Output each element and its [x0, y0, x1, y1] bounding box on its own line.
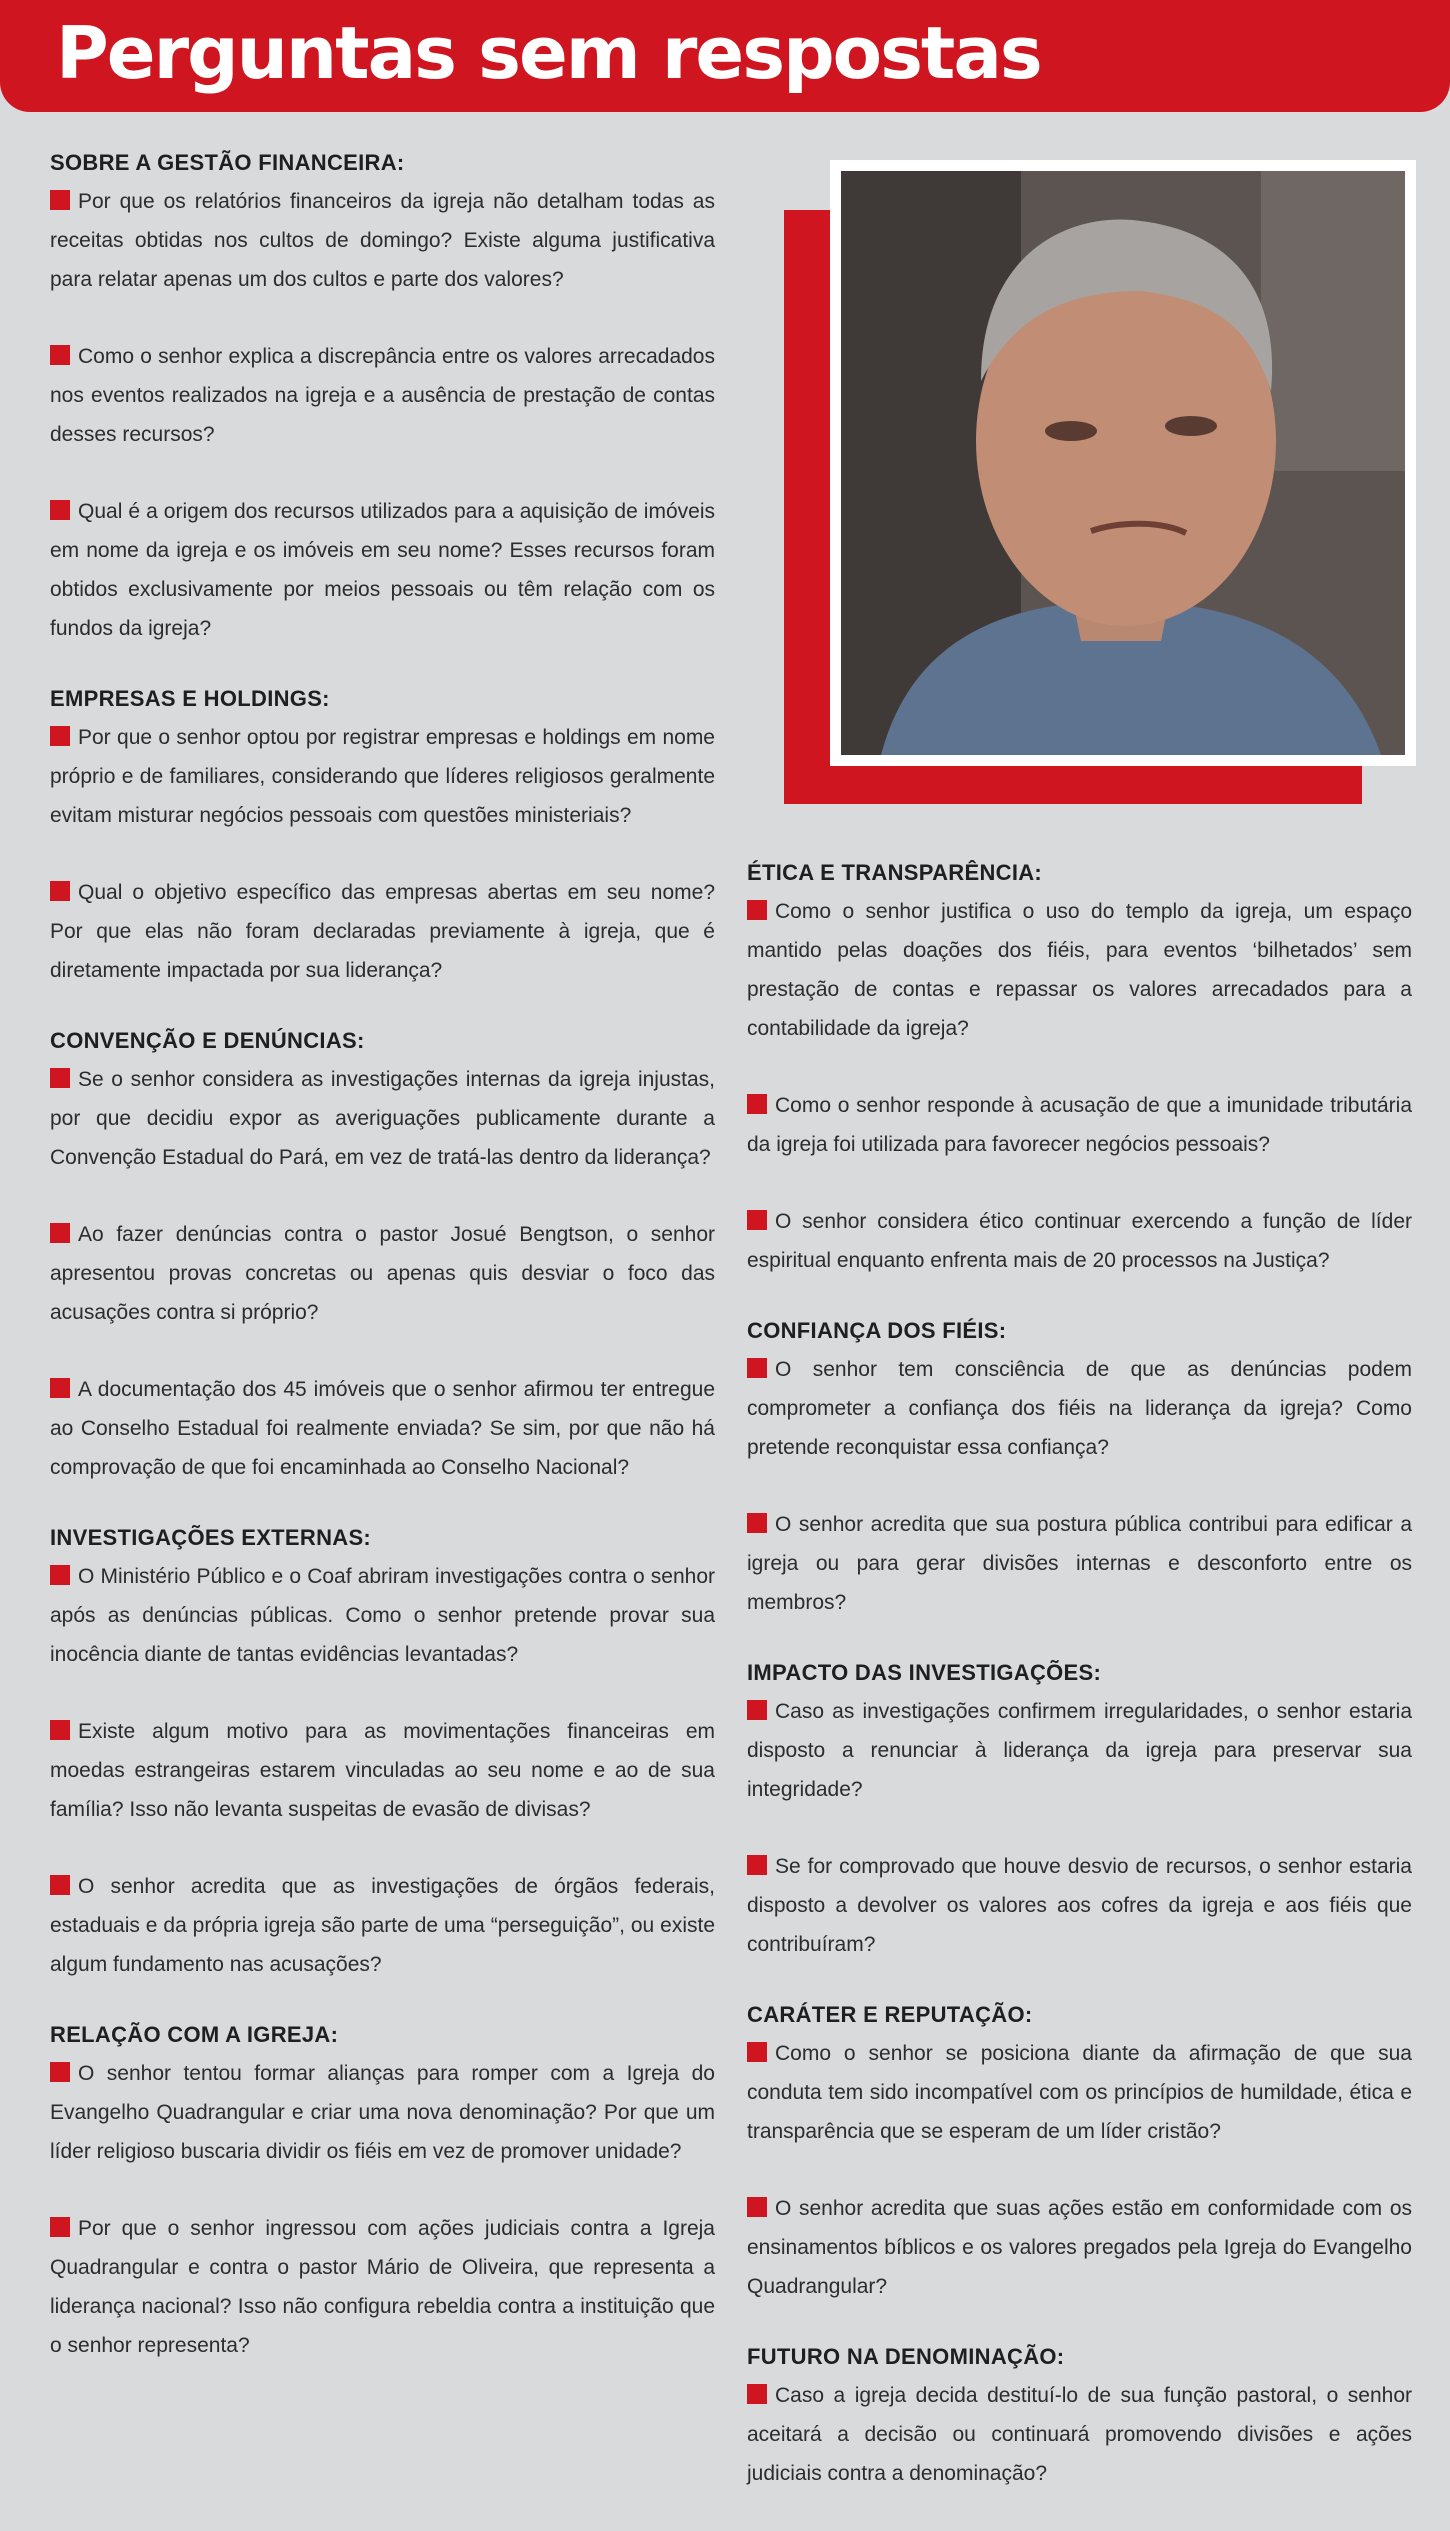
- question-text: O senhor considera ético continuar exercendo a função de líder espiritual enquanto enfrenta mais de 20 processos na Justiça?: [747, 1210, 1412, 1272]
- question-item: [747, 2376, 1412, 2493]
- red-square-bullet-icon: [747, 1700, 767, 1720]
- question-text: O senhor tentou formar alianças para romper com a Igreja do Evangelho Quadrangular e criar uma nova denominação? Por que um líder religioso buscaria dividir os fiéis em vez de promover unidade?: [50, 2062, 715, 2163]
- question-item: [50, 2209, 715, 2365]
- question-item: [50, 1712, 715, 1829]
- red-square-bullet-icon: [50, 881, 70, 901]
- question-item: [50, 1867, 715, 1984]
- section-title: INVESTIGAÇÕES EXTERNAS:: [50, 1525, 372, 1550]
- question-item: [50, 1557, 715, 1674]
- question-text: O senhor acredita que suas ações estão em conformidade com os ensinamentos bíblicos e os valores pregados pela Igreja do Evangelho Quadrangular?: [747, 2197, 1412, 2298]
- section-title: EMPRESAS E HOLDINGS:: [50, 686, 330, 711]
- question-section: [747, 2002, 1412, 2306]
- question-text: Se o senhor considera as investigações internas da igreja injustas, por que decidiu expor as averiguações publicamente durante a Convenção Estadual do Pará, em vez de tratá-las dentro da liderança?: [50, 1068, 715, 1169]
- question-item: [747, 1847, 1412, 1964]
- question-text: Como o senhor explica a discrepância entre os valores arrecadados nos eventos realizados na igreja e a ausência de prestação de contas desses recursos?: [50, 345, 715, 446]
- section-title: CARÁTER E REPUTAÇÃO:: [747, 2002, 1033, 2027]
- red-square-bullet-icon: [50, 726, 70, 746]
- red-square-bullet-icon: [747, 900, 767, 920]
- red-square-bullet-icon: [747, 1094, 767, 1114]
- question-text: A documentação dos 45 imóveis que o senhor afirmou ter entregue ao Conselho Estadual foi realmente enviada? Se sim, por que não há comprovação de que foi encaminhada ao Conselho Nacional?: [50, 1378, 715, 1479]
- red-square-bullet-icon: [747, 2384, 767, 2404]
- red-square-bullet-icon: [50, 500, 70, 520]
- question-section: [50, 2022, 715, 2365]
- question-text: Por que os relatórios financeiros da igreja não detalham todas as receitas obtidas nos cultos de domingo? Existe alguma justificativa para relatar apenas um dos cultos e parte dos valores?: [50, 190, 715, 291]
- left-column: [50, 150, 715, 2403]
- question-item: [747, 2034, 1412, 2151]
- red-square-bullet-icon: [50, 1565, 70, 1585]
- red-square-bullet-icon: [50, 345, 70, 365]
- question-text: Por que o senhor ingressou com ações judiciais contra a Igreja Quadrangular e contra o pastor Mário de Oliveira, que representa a liderança nacional? Isso não configura rebeldia contra a instituição que o senhor representa?: [50, 2217, 715, 2357]
- section-title: CONFIANÇA DOS FIÉIS:: [747, 1318, 1007, 1343]
- red-square-bullet-icon: [50, 1223, 70, 1243]
- question-item: [747, 1202, 1412, 1280]
- red-square-bullet-icon: [747, 1210, 767, 1230]
- question-text: Como o senhor responde à acusação de que a imunidade tributária da igreja foi utilizada para favorecer negócios pessoais?: [747, 1094, 1412, 1156]
- red-square-bullet-icon: [747, 2197, 767, 2217]
- question-item: [747, 1350, 1412, 1467]
- portrait-photo: [841, 171, 1405, 755]
- question-item: [50, 2054, 715, 2171]
- question-section: [747, 2344, 1412, 2493]
- question-section: [747, 860, 1412, 1280]
- question-section: [50, 686, 715, 990]
- question-text: Qual o objetivo específico das empresas abertas em seu nome? Por que elas não foram declaradas previamente à igreja, que é diretamente impactada por sua liderança?: [50, 881, 715, 982]
- question-section: [50, 1525, 715, 1984]
- red-square-bullet-icon: [747, 1513, 767, 1533]
- section-title: FUTURO NA DENOMINAÇÃO:: [747, 2344, 1065, 2369]
- red-square-bullet-icon: [50, 1378, 70, 1398]
- section-title: ÉTICA E TRANSPARÊNCIA:: [747, 860, 1043, 885]
- question-text: Por que o senhor optou por registrar empresas e holdings em nome próprio e de familiares, considerando que líderes religiosos geralmente evitam misturar negócios pessoais com questões ministeriais?: [50, 726, 715, 827]
- question-item: [50, 182, 715, 299]
- question-text: Caso a igreja decida destituí-lo de sua função pastoral, o senhor aceitará a decisão ou continuará promovendo divisões e ações judiciais contra a denominação?: [747, 2384, 1412, 2485]
- question-section: [50, 1028, 715, 1487]
- question-item: [50, 1215, 715, 1332]
- question-text: Caso as investigações confirmem irregularidades, o senhor estaria disposto a renunciar à liderança da igreja para preservar sua integridade?: [747, 1700, 1412, 1801]
- portrait-illustration: [841, 171, 1405, 755]
- question-text: Existe algum motivo para as movimentações financeiras em moedas estrangeiras estarem vinculadas ao seu nome e ao de sua família? Isso não levanta suspeitas de evasão de divisas?: [50, 1720, 715, 1821]
- red-square-bullet-icon: [747, 1358, 767, 1378]
- question-text: O senhor acredita que as investigações de órgãos federais, estaduais e da própria igreja são parte de uma “perseguição”, ou existe algum fundamento nas acusações?: [50, 1875, 715, 1976]
- question-text: Como o senhor se posiciona diante da afirmação de que sua conduta tem sido incompatível com os princípios de humildade, ética e transparência que se esperam de um líder cristão?: [747, 2042, 1412, 2143]
- question-item: [50, 492, 715, 648]
- question-text: Qual é a origem dos recursos utilizados para a aquisição de imóveis em nome da igreja e os imóveis em seu nome? Esses recursos foram obtidos exclusivamente por meios pessoais ou têm relação com os fundos da igreja?: [50, 500, 715, 640]
- question-section: [50, 150, 715, 648]
- red-square-bullet-icon: [747, 1855, 767, 1875]
- red-square-bullet-icon: [50, 1068, 70, 1088]
- section-title: SOBRE A GESTÃO FINANCEIRA:: [50, 150, 405, 175]
- red-square-bullet-icon: [50, 1720, 70, 1740]
- red-square-bullet-icon: [50, 190, 70, 210]
- question-item: [747, 1086, 1412, 1164]
- question-item: [747, 1692, 1412, 1809]
- question-text: O senhor tem consciência de que as denúncias podem comprometer a confiança dos fiéis na liderança da igreja? Como pretende reconquistar essa confiança?: [747, 1358, 1412, 1459]
- question-text: Se for comprovado que houve desvio de recursos, o senhor estaria disposto a devolver os valores aos cofres da igreja e aos fiéis que contribuíram?: [747, 1855, 1412, 1956]
- question-item: [50, 337, 715, 454]
- section-title: CONVENÇÃO E DENÚNCIAS:: [50, 1028, 365, 1053]
- section-title: RELAÇÃO COM A IGREJA:: [50, 2022, 339, 2047]
- red-square-bullet-icon: [50, 2217, 70, 2237]
- question-item: [747, 1505, 1412, 1622]
- red-square-bullet-icon: [50, 1875, 70, 1895]
- question-item: [50, 718, 715, 835]
- header-banner: [0, 0, 1450, 112]
- red-square-bullet-icon: [50, 2062, 70, 2082]
- question-text: O senhor acredita que sua postura pública contribui para edificar a igreja ou para gerar divisões internas e desconforto entre os membros?: [747, 1513, 1412, 1614]
- question-section: [747, 1318, 1412, 1622]
- red-square-bullet-icon: [747, 2042, 767, 2062]
- question-item: [747, 2189, 1412, 2306]
- question-item: [50, 873, 715, 990]
- page-title: Perguntas sem respostas: [56, 11, 1041, 95]
- section-title: IMPACTO DAS INVESTIGAÇÕES:: [747, 1660, 1102, 1685]
- question-text: Ao fazer denúncias contra o pastor Josué Bengtson, o senhor apresentou provas concretas ou apenas quis desviar o foco das acusações contra si próprio?: [50, 1223, 715, 1324]
- question-text: Como o senhor justifica o uso do templo da igreja, um espaço mantido pelas doações dos fiéis, para eventos ‘bilhetados’ sem prestação de contas e repassar os valores arrecadados para a contabilidade da igreja?: [747, 900, 1412, 1040]
- question-item: [50, 1370, 715, 1487]
- right-column: [747, 860, 1412, 2531]
- question-item: [50, 1060, 715, 1177]
- question-text: O Ministério Público e o Coaf abriram investigações contra o senhor após as denúncias públicas. Como o senhor pretende provar sua inocência diante de tantas evidências levantadas?: [50, 1565, 715, 1666]
- question-section: [747, 1660, 1412, 1964]
- question-item: [747, 892, 1412, 1048]
